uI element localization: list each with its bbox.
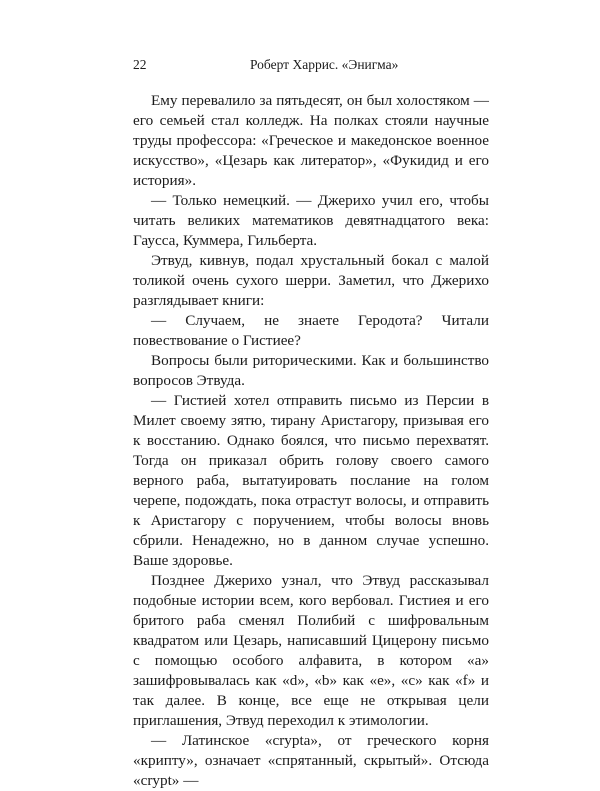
paragraph: — Случаем, не знаете Геродота? Читали повествование о Гистиее?: [133, 312, 489, 349]
page-number: 22: [133, 57, 147, 72]
paragraph: Этвуд, кивнув, подал хрустальный бокал с малой толикой очень сухого шерри. Заметил, что Джерихо разглядывает книги:: [133, 252, 489, 309]
paragraph: — Гистией хотел отправить письмо из Персии в Милет своему зятю, тирану Аристагору, призывая его к восстанию. Однако боялся, что письмо перехватят. Тогда он приказал обрить голову своего самого верного раба, вытатуировать послание на голом черепе, подождать, пока отрастут волосы, и отправить к Аристагору с поручением, чтобы волосы вновь сбрили. Ненадежно, но в данном случае успешно. Ваше здоровье.: [133, 392, 489, 569]
paragraph: Ему перевалило за пятьдесят, он был холостяком — его семьей стал колледж. На полках стояли научные труды профессора: «Греческое и македонское военное искусство», «Цезарь как литератор», «Фукидид и его история».: [133, 92, 489, 189]
paragraph: Позднее Джерихо узнал, что Этвуд рассказывал подобные истории всем, кого вербовал. Гистиея и его бритого раба сменял Полибий с шифровальным квадратом или Цезарь, написавший Цицерону письмо с помощью особого алфавита, в котором «а» зашифровывалась как «d», «b» как «e», «c» как «f» и так далее. В конце, все еще не открывая цели приглашения, Этвуд переходил к этимологии.: [133, 572, 489, 729]
running-title: Роберт Харрис. «Энигма»: [250, 57, 399, 72]
paragraph: — Только немецкий. — Джерихо учил его, чтобы читать великих математиков девятнадцатого века: Гаусса, Куммера, Гильберта.: [133, 192, 489, 249]
body-text: [133, 91, 489, 791]
paragraph: — Латинское «crypta», от греческого корня «крипту», означает «спрятанный, скрытый». Отсюда «crypt» —: [133, 732, 489, 789]
paragraph: Вопросы были риторическими. Как и большинство вопросов Этвуда.: [133, 352, 489, 389]
page-header: [133, 55, 489, 75]
